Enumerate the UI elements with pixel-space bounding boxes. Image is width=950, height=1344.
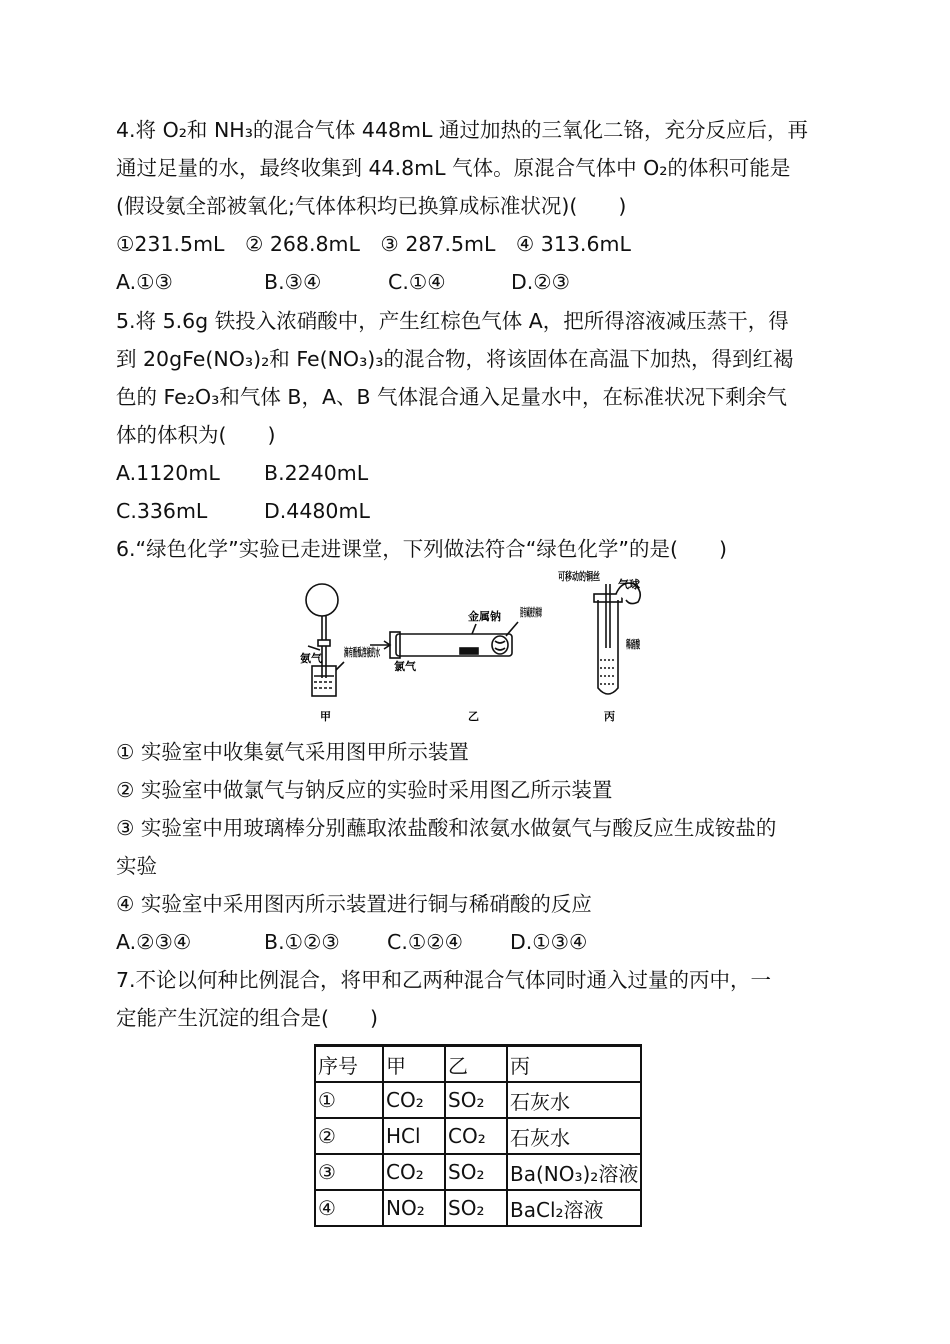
q4-option-a[interactable]: A.①③ xyxy=(116,270,173,294)
q7-line1: 7.不论以何种比例混合，将甲和乙两种混合气体同时通入过量的丙中，一 xyxy=(116,968,772,992)
q5-line4: 体的体积为( ) xyxy=(116,423,276,447)
table-row xyxy=(315,1118,641,1154)
table-cell: ② xyxy=(315,1118,383,1154)
apparatus-jia xyxy=(306,584,344,696)
table-header-row xyxy=(315,1046,641,1083)
table-cell: CO₂ xyxy=(383,1082,445,1118)
q5-options-row2 xyxy=(116,496,370,526)
table-header-cell: 丙 xyxy=(507,1046,641,1083)
q4-line1: 4.将 O₂和 NH₃的混合气体 448mL 通过加热的三氧化二铬，充分反应后，再 xyxy=(116,118,808,142)
table-row xyxy=(315,1082,641,1118)
q4-values: ①231.5mL ② 268.8mL ③ 287.5mL ④ 313.6mL xyxy=(116,232,631,256)
q6-line1: 6.“绿色化学”实验已走进课堂，下列做法符合“绿色化学”的是( ) xyxy=(116,537,728,561)
table-cell: HCl xyxy=(383,1118,445,1154)
q7-table xyxy=(314,1044,642,1227)
table-cell: ① xyxy=(315,1082,383,1118)
yi-metal-label: 金属钠 xyxy=(468,610,501,623)
q5-line3: 色的 Fe₂O₃和气体 B，A、B 气体混合通入足量水中，在标准状况下剩余气 xyxy=(116,385,788,409)
table-header-cell: 序号 xyxy=(315,1046,383,1083)
table-row xyxy=(315,1190,641,1226)
q5-line1: 5.将 5.6g 铁投入浓硝酸中，产生红棕色气体 A，把所得溶液减压蒸干，得 xyxy=(116,309,789,333)
bing-wire-label: 可移动的铜丝 xyxy=(558,570,624,583)
jia-caption: 甲 xyxy=(320,710,331,723)
q4-line3: (假设氨全部被氧化;气体体积均已换算成标准状况)( ) xyxy=(116,194,627,218)
q4-options xyxy=(116,267,570,297)
q6-option-c[interactable]: C.①②④ xyxy=(387,930,463,954)
bing-balloon-label: 气球 xyxy=(618,578,640,591)
table-cell: SO₂ xyxy=(445,1154,507,1190)
table-cell: NO₂ xyxy=(383,1190,445,1226)
q5-option-c[interactable]: C.336mL xyxy=(116,499,208,523)
bing-caption: 丙 xyxy=(604,710,615,723)
q7-line2: 定能产生沉淀的组合是( ) xyxy=(116,1006,378,1030)
q6-statement-3b: 实验 xyxy=(116,854,157,878)
q5-option-a[interactable]: A.1120mL xyxy=(116,461,220,485)
table-cell: BaCl₂溶液 xyxy=(507,1190,641,1226)
table-cell: CO₂ xyxy=(445,1118,507,1154)
q6-option-a[interactable]: A.②③④ xyxy=(116,930,192,954)
q4-option-c[interactable]: C.①④ xyxy=(388,270,446,294)
q6-options xyxy=(116,927,587,957)
q6-statement-4: ④ 实验室中采用图丙所示装置进行铜与稀硝酸的反应 xyxy=(116,892,592,916)
q6-statement-1: ① 实验室中收集氨气采用图甲所示装置 xyxy=(116,740,469,764)
q6-apparatus-figure xyxy=(300,570,659,730)
q5-line2: 到 20gFe(NO₃)₂和 Fe(NO₃)₃的混合物，将该固体在高温下加热，得到红褐 xyxy=(116,347,794,371)
table-cell: SO₂ xyxy=(445,1082,507,1118)
apparatus-yi xyxy=(370,622,518,658)
table-cell: ③ xyxy=(315,1154,383,1190)
q5-options-row1 xyxy=(116,458,368,488)
table-cell: Ba(NO₃)₂溶液 xyxy=(507,1154,641,1190)
bing-acid-label: 稀硝酸 xyxy=(626,638,659,651)
q6-statement-2: ② 实验室中做氯气与钠反应的实验时采用图乙所示装置 xyxy=(116,778,613,802)
table-header-cell: 乙 xyxy=(445,1046,507,1083)
table-cell: 石灰水 xyxy=(507,1082,641,1118)
q4-option-b[interactable]: B.③④ xyxy=(264,270,322,294)
table-cell: CO₂ xyxy=(383,1154,445,1190)
q4-line2: 通过足量的水，最终收集到 44.8mL 气体。原混合气体中 O₂的体积可能是 xyxy=(116,156,791,180)
q5-option-d[interactable]: D.4480mL xyxy=(264,499,370,523)
jia-liquid-label: 滴有酚酞溶液的水 xyxy=(344,646,432,659)
q5-option-b[interactable]: B.2240mL xyxy=(264,461,369,485)
table-header-cell: 甲 xyxy=(383,1046,445,1083)
table-cell: SO₂ xyxy=(445,1190,507,1226)
yi-gas-label: 氯气 xyxy=(394,660,416,673)
q6-option-d[interactable]: D.①③④ xyxy=(510,930,588,954)
q6-statement-3a: ③ 实验室中用玻璃棒分别蘸取浓盐酸和浓氨水做氨气与酸反应生成铵盐的 xyxy=(116,816,777,840)
yi-cotton-label: 浸有碱液的棉球 xyxy=(520,606,597,619)
q6-option-b[interactable]: B.①②③ xyxy=(264,930,340,954)
jia-gas-label: 氨气 xyxy=(300,652,322,665)
table-cell: 石灰水 xyxy=(507,1118,641,1154)
yi-caption: 乙 xyxy=(468,710,479,723)
table-cell: ④ xyxy=(315,1190,383,1226)
table-row xyxy=(315,1154,641,1190)
q4-option-d[interactable]: D.②③ xyxy=(511,270,571,294)
